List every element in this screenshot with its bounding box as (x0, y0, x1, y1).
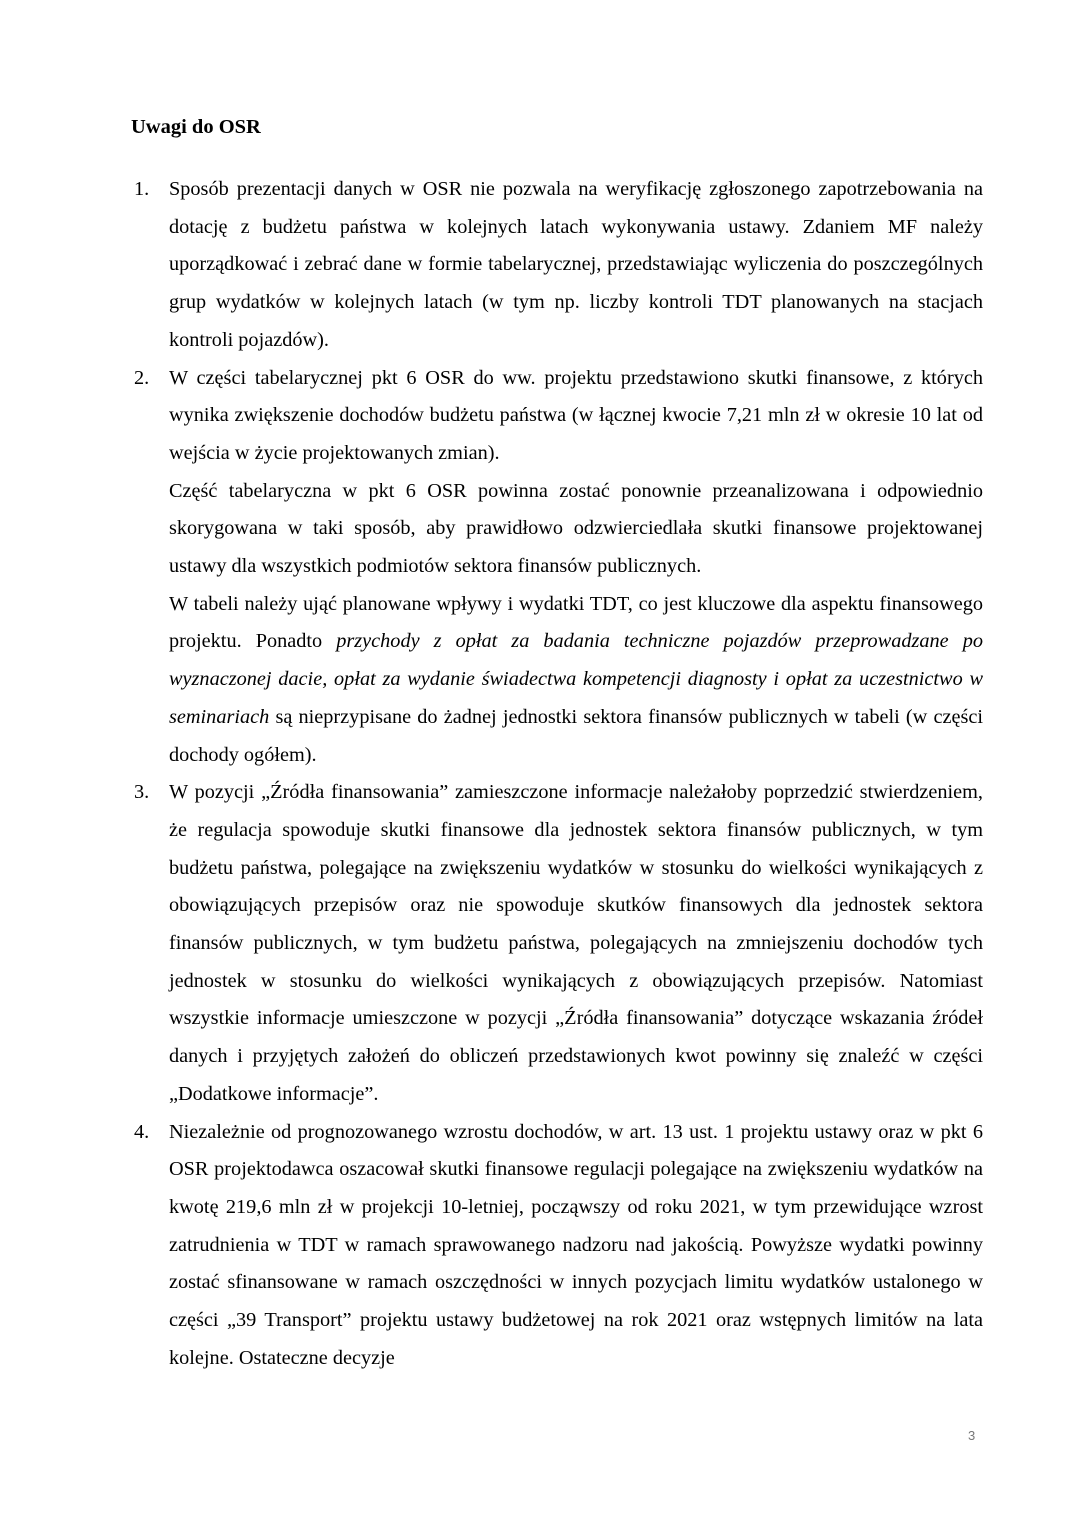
page-number: 3 (968, 1428, 976, 1443)
list-item (131, 774, 983, 1113)
paragraph: Część tabelaryczna w pkt 6 OSR powinna zostać ponownie przeanalizowana i odpowiednio skorygowana w taki sposób, aby prawidłowo odzwierciedlała skutki finansowe projektowanej ustawy dla wszystkich podmiotów sektora finansów publicznych. (169, 479, 983, 578)
paragraph: Niezależnie od prognozowanego wzrostu dochodów, w art. 13 ust. 1 projektu ustawy oraz w pkt 6 OSR projektodawca oszacował skutki finansowe regulacji polegające na zwiększeniu wydatków na kwotę 219,6 mln zł w projekcji 10-letniej, począwszy od roku 2021, w tym przewidujące wzrost zatrudnienia w TDT w ramach sprawowanego nadzoru nad jakością. Powyższe wydatki powinny zostać sfinansowane w ramach oszczędności w innych pozycjach limitu wydatków ustalonego w części „39 Transport” projektu ustawy budżetowej na rok 2021 oraz wstępnych limitów na lata kolejne. Ostateczne decyzje (169, 1120, 983, 1369)
list-item-number: 1. (134, 178, 150, 200)
paragraph: W części tabelarycznej pkt 6 OSR do ww. projektu przedstawiono skutki finansowe, z których wynika zwiększenie dochodów budżetu państwa (w łącznej kwocie 7,21 mln zł w okresie 10 lat od wejścia w życie projektowanych zmian). (169, 366, 983, 464)
list-item-number: 3. (134, 781, 150, 804)
paragraph-lead: W tabeli należy ująć planowane wpływy i wydatki TDT, co jest kluczowe dla aspektu finansowego projektu. Ponadto (169, 592, 983, 653)
document-heading: Uwagi do OSR (131, 116, 261, 138)
list-item (131, 360, 983, 775)
paragraph: Sposób prezentacji danych w OSR nie pozwala na weryfikację zgłoszonego zapotrzebowania na dotację z budżetu państwa w kolejnych latach wykonywania ustawy. Zdaniem MF należy uporządkować i zebrać dane w formie tabelarycznej, przedstawiając wyliczenia do poszczególnych grup wydatków w kolejnych latach (w tym np. liczby kontroli TDT planowanych na stacjach kontroli pojazdów). (169, 178, 983, 351)
list-item (131, 171, 983, 360)
list-item-number: 2. (134, 366, 150, 389)
list-item (131, 1114, 983, 1378)
paragraph (169, 586, 983, 775)
paragraph-italic-phrase: przychody z opłat za badania techniczne pojazdów przeprowadzane po wyznaczonej dacie, opłat za wydanie świadectwa kompetencji diagnosty i opłat za uczestnictwo w seminariach (169, 630, 983, 728)
list-item-number: 4. (134, 1120, 150, 1143)
paragraph: W pozycji „Źródła finansowania” zamieszczone informacje należałoby poprzedzić stwierdzeniem, że regulacja spowoduje skutki finansowe dla jednostek sektora finansów publicznych, w tym budżetu państwa, polegające na zwiększeniu wydatków w stosunku do wielkości wynikających z obowiązujących przepisów oraz nie spowoduje skutków finansowych dla jednostek sektora finansów publicznych, w tym budżetu państwa, polegających na zmniejszeniu dochodów tych jednostek w stosunku do wielkości wynikających z obowiązujących przepisów. Natomiast wszystkie informacje umieszczone w pozycji „Źródła finansowania” dotyczące wskazania źródeł danych i przyjętych założeń do obliczeń przedstawionych kwot powinny się znaleźć w części „Dodatkowe informacje”. (169, 781, 983, 1105)
paragraph-tail: są nieprzypisane do żadnej jednostki sektora finansów publicznych w tabeli (w części dochody ogółem). (169, 705, 983, 766)
remarks-list (131, 171, 983, 1378)
